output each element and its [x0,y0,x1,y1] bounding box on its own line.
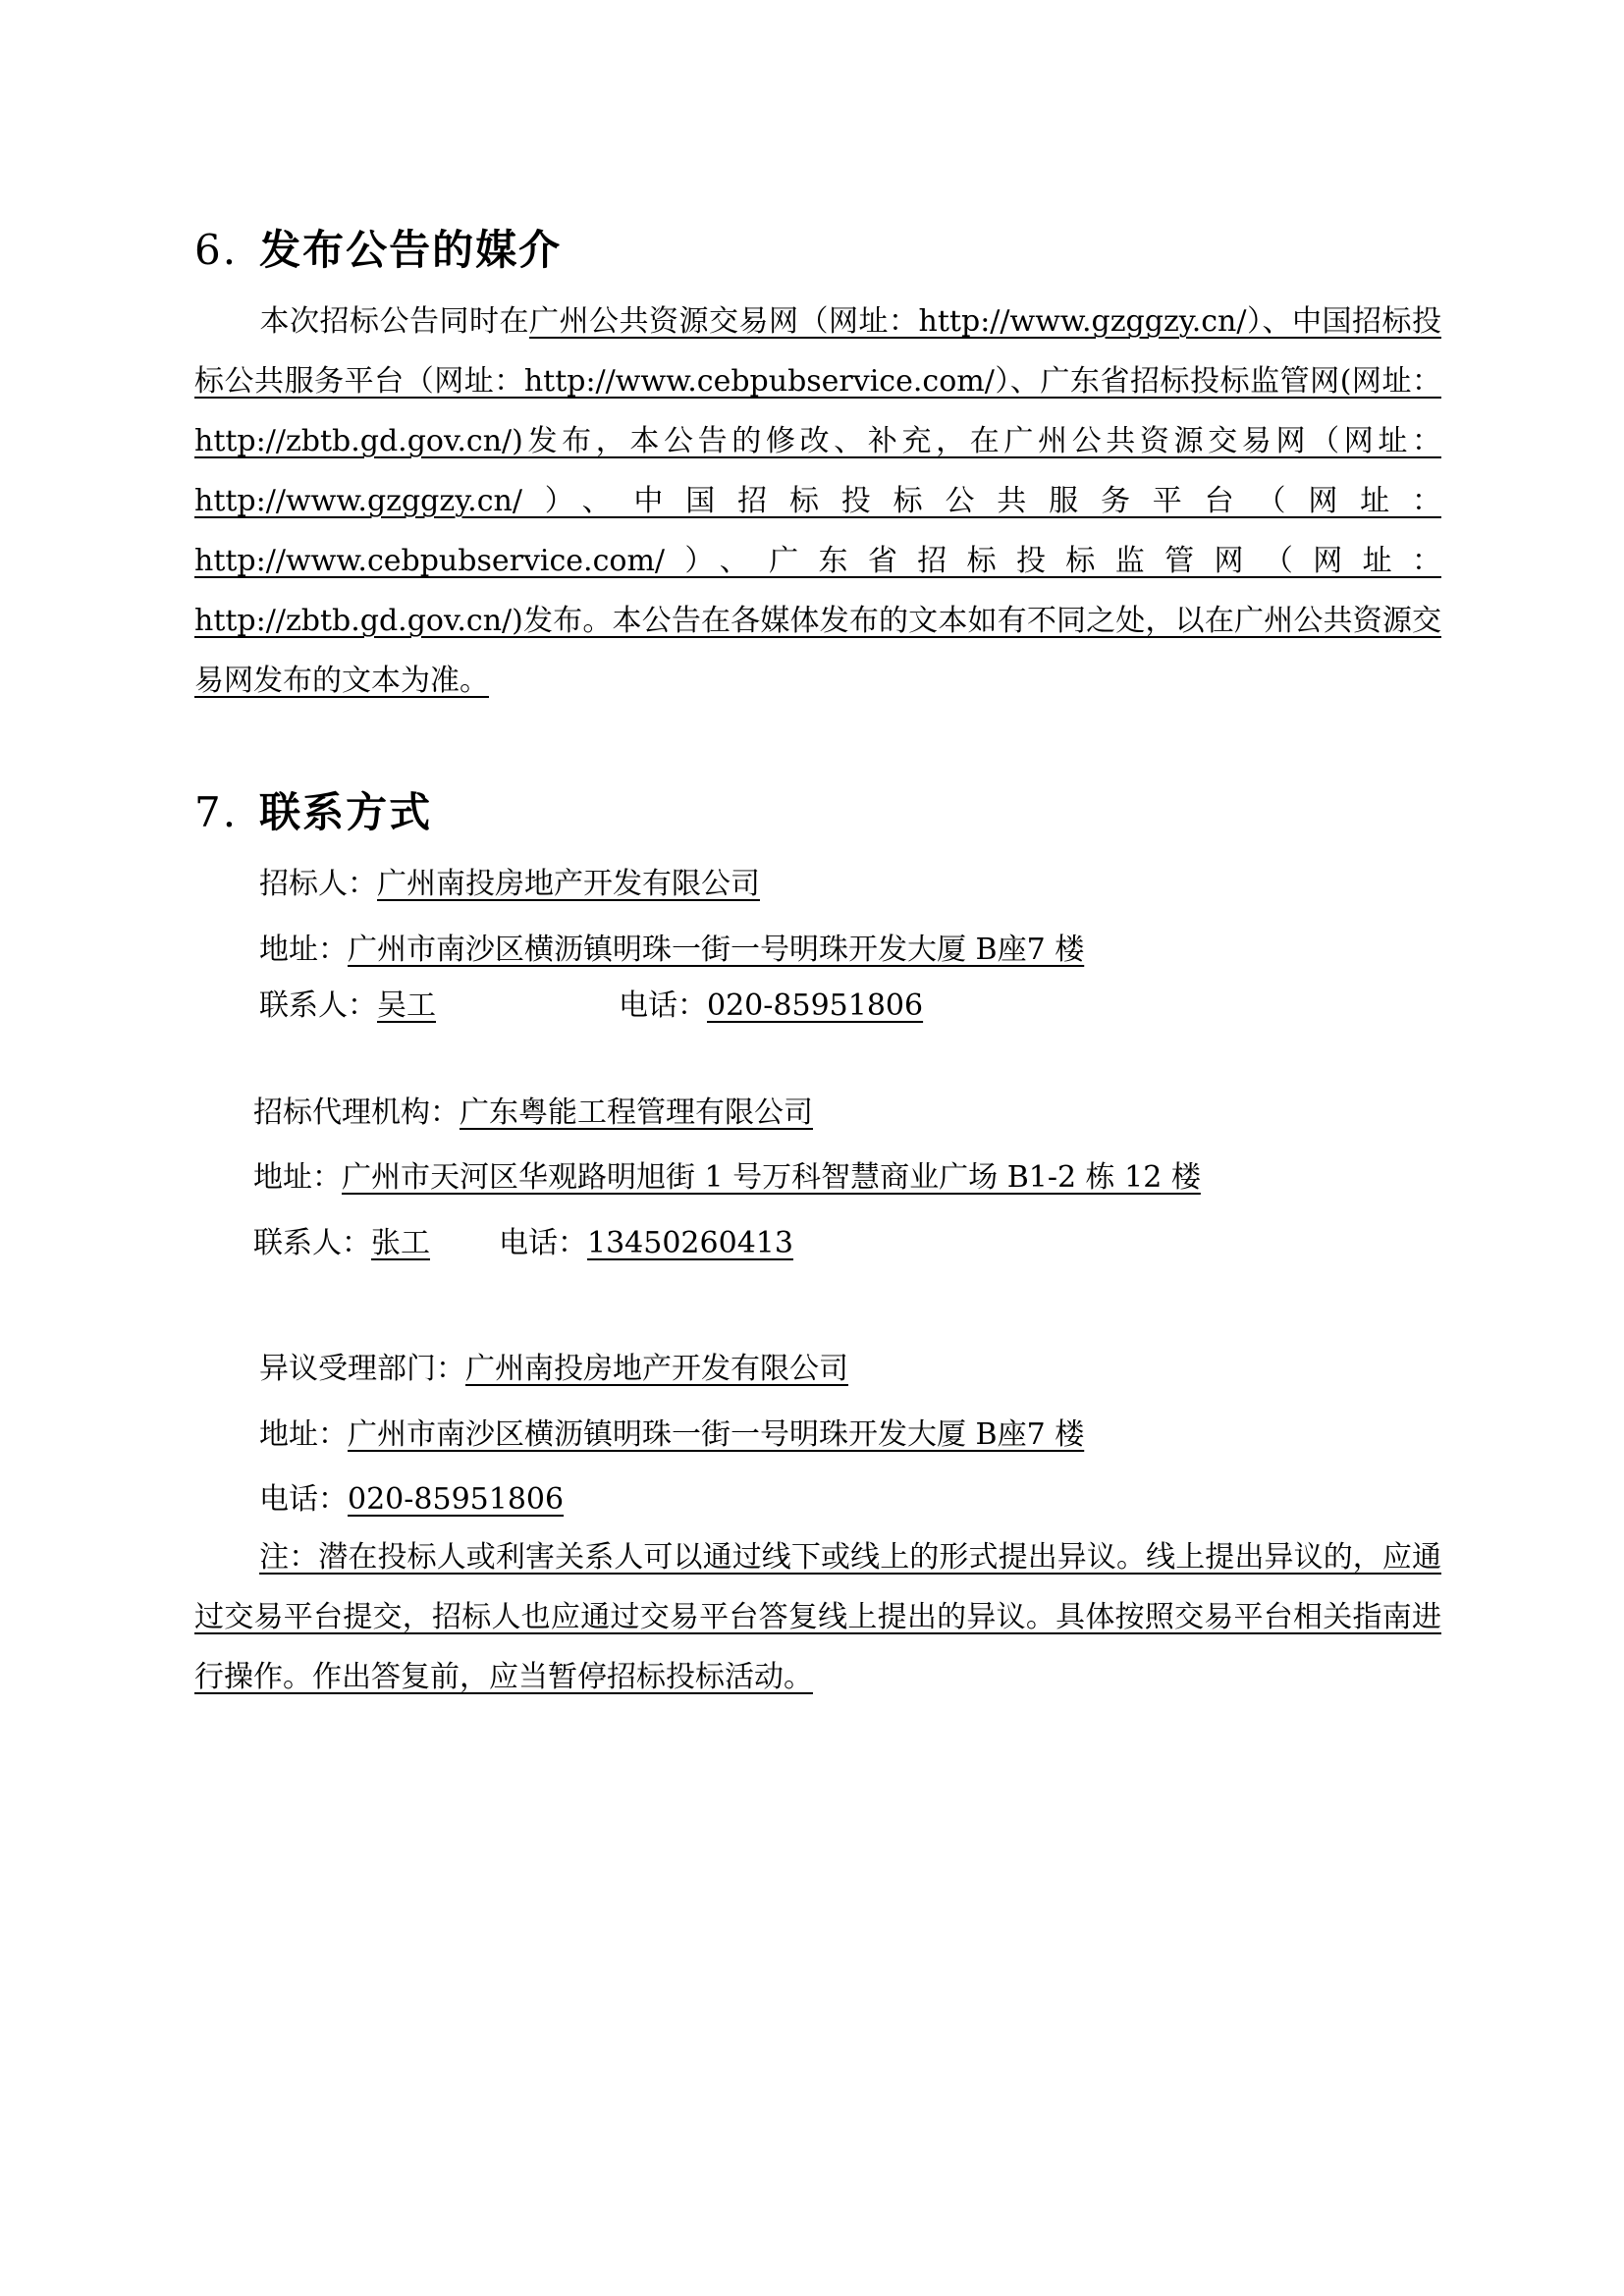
agency-address-label: 地址： [253,1160,342,1195]
agency-address-line [253,1152,1201,1196]
section-6-heading [194,218,562,277]
objection-phone: 020-85951806 [348,1482,565,1517]
section-6-body-plain: 本次招标公告同时在 [259,304,530,339]
objection-address-label: 地址： [259,1417,348,1452]
tenderer-phone-label: 电话： [619,988,707,1023]
objection-note [194,1527,1441,1707]
objection-note-text: 注：潜在投标人或利害关系人可以通过线下或线上的形式提出异议。线上提出异议的，应通过交易平台提交，招标人也应通过交易平台答复线上提出的异议。具体按照交易平台相关指南进行操作。作出答复前，应当暂停招标投标活动。 [194,1540,1441,1694]
objection-value: 广州南投房地产开发有限公司 [465,1352,848,1386]
agency-value: 广东粤能工程管理有限公司 [460,1095,813,1130]
section-7-number: 7. [194,788,239,836]
section-6-paragraph [194,292,1441,711]
agency-contact: 张工 [371,1226,430,1260]
agency-line [253,1088,813,1131]
agency-contact-line [253,1218,793,1261]
agency-label: 招标代理机构： [253,1095,460,1130]
tenderer-contact-label: 联系人： [259,988,377,1023]
objection-address: 广州市南沙区横沥镇明珠一街一号明珠开发大厦 B座7 楼 [348,1417,1085,1452]
tenderer-line [259,859,760,902]
section-6-number: 6. [194,226,239,274]
tenderer-address-line [259,925,1084,968]
objection-address-line [259,1410,1084,1453]
tenderer-value: 广州南投房地产开发有限公司 [377,867,760,901]
tenderer-label: 招标人： [259,867,377,901]
tenderer-contact-line [259,981,956,1024]
tenderer-contact: 吴工 [377,988,436,1023]
section-7-title: 联系方式 [259,788,433,836]
agency-address: 广州市天河区华观路明旭街 1 号万科智慧商业广场 B1-2 栋 12 楼 [342,1160,1201,1195]
tenderer-address-label: 地址： [259,933,348,967]
section-7-heading [194,780,432,839]
section-6-body-underlined: 广州公共资源交易网（网址：http://www.gzggzy.cn/）、中国招标投标公共服务平台（网址：http://www.cebpubservice.com/）、广东省招标投标监管网(网址：http://zbtb.gd.gov.cn/)发布，本公告的修改、补充，在广州公共资源交易网（网址：http://www.gzggzy.cn/）、中国招标投标公共服务平台（网址：http://www.cebpubservice.com/）、广东省招标投标监管网（网址：http://zbtb.gd.gov.cn/)发布。本公告在各媒体发布的文本如有不同之处，以在广州公共资源交易网发布的文本为准。 [194,304,1441,698]
tenderer-address: 广州市南沙区横沥镇明珠一街一号明珠开发大厦 B座7 楼 [348,933,1085,967]
objection-line [259,1344,848,1387]
agency-phone: 13450260413 [587,1226,793,1260]
section-6-title: 发布公告的媒介 [259,226,563,274]
agency-phone-label: 电话： [499,1226,587,1260]
objection-phone-line [259,1474,564,1518]
objection-phone-label: 电话： [259,1482,348,1517]
tenderer-phone: 020-85951806 [707,988,924,1023]
agency-contact-label: 联系人： [253,1226,371,1260]
objection-label: 异议受理部门： [259,1352,465,1386]
